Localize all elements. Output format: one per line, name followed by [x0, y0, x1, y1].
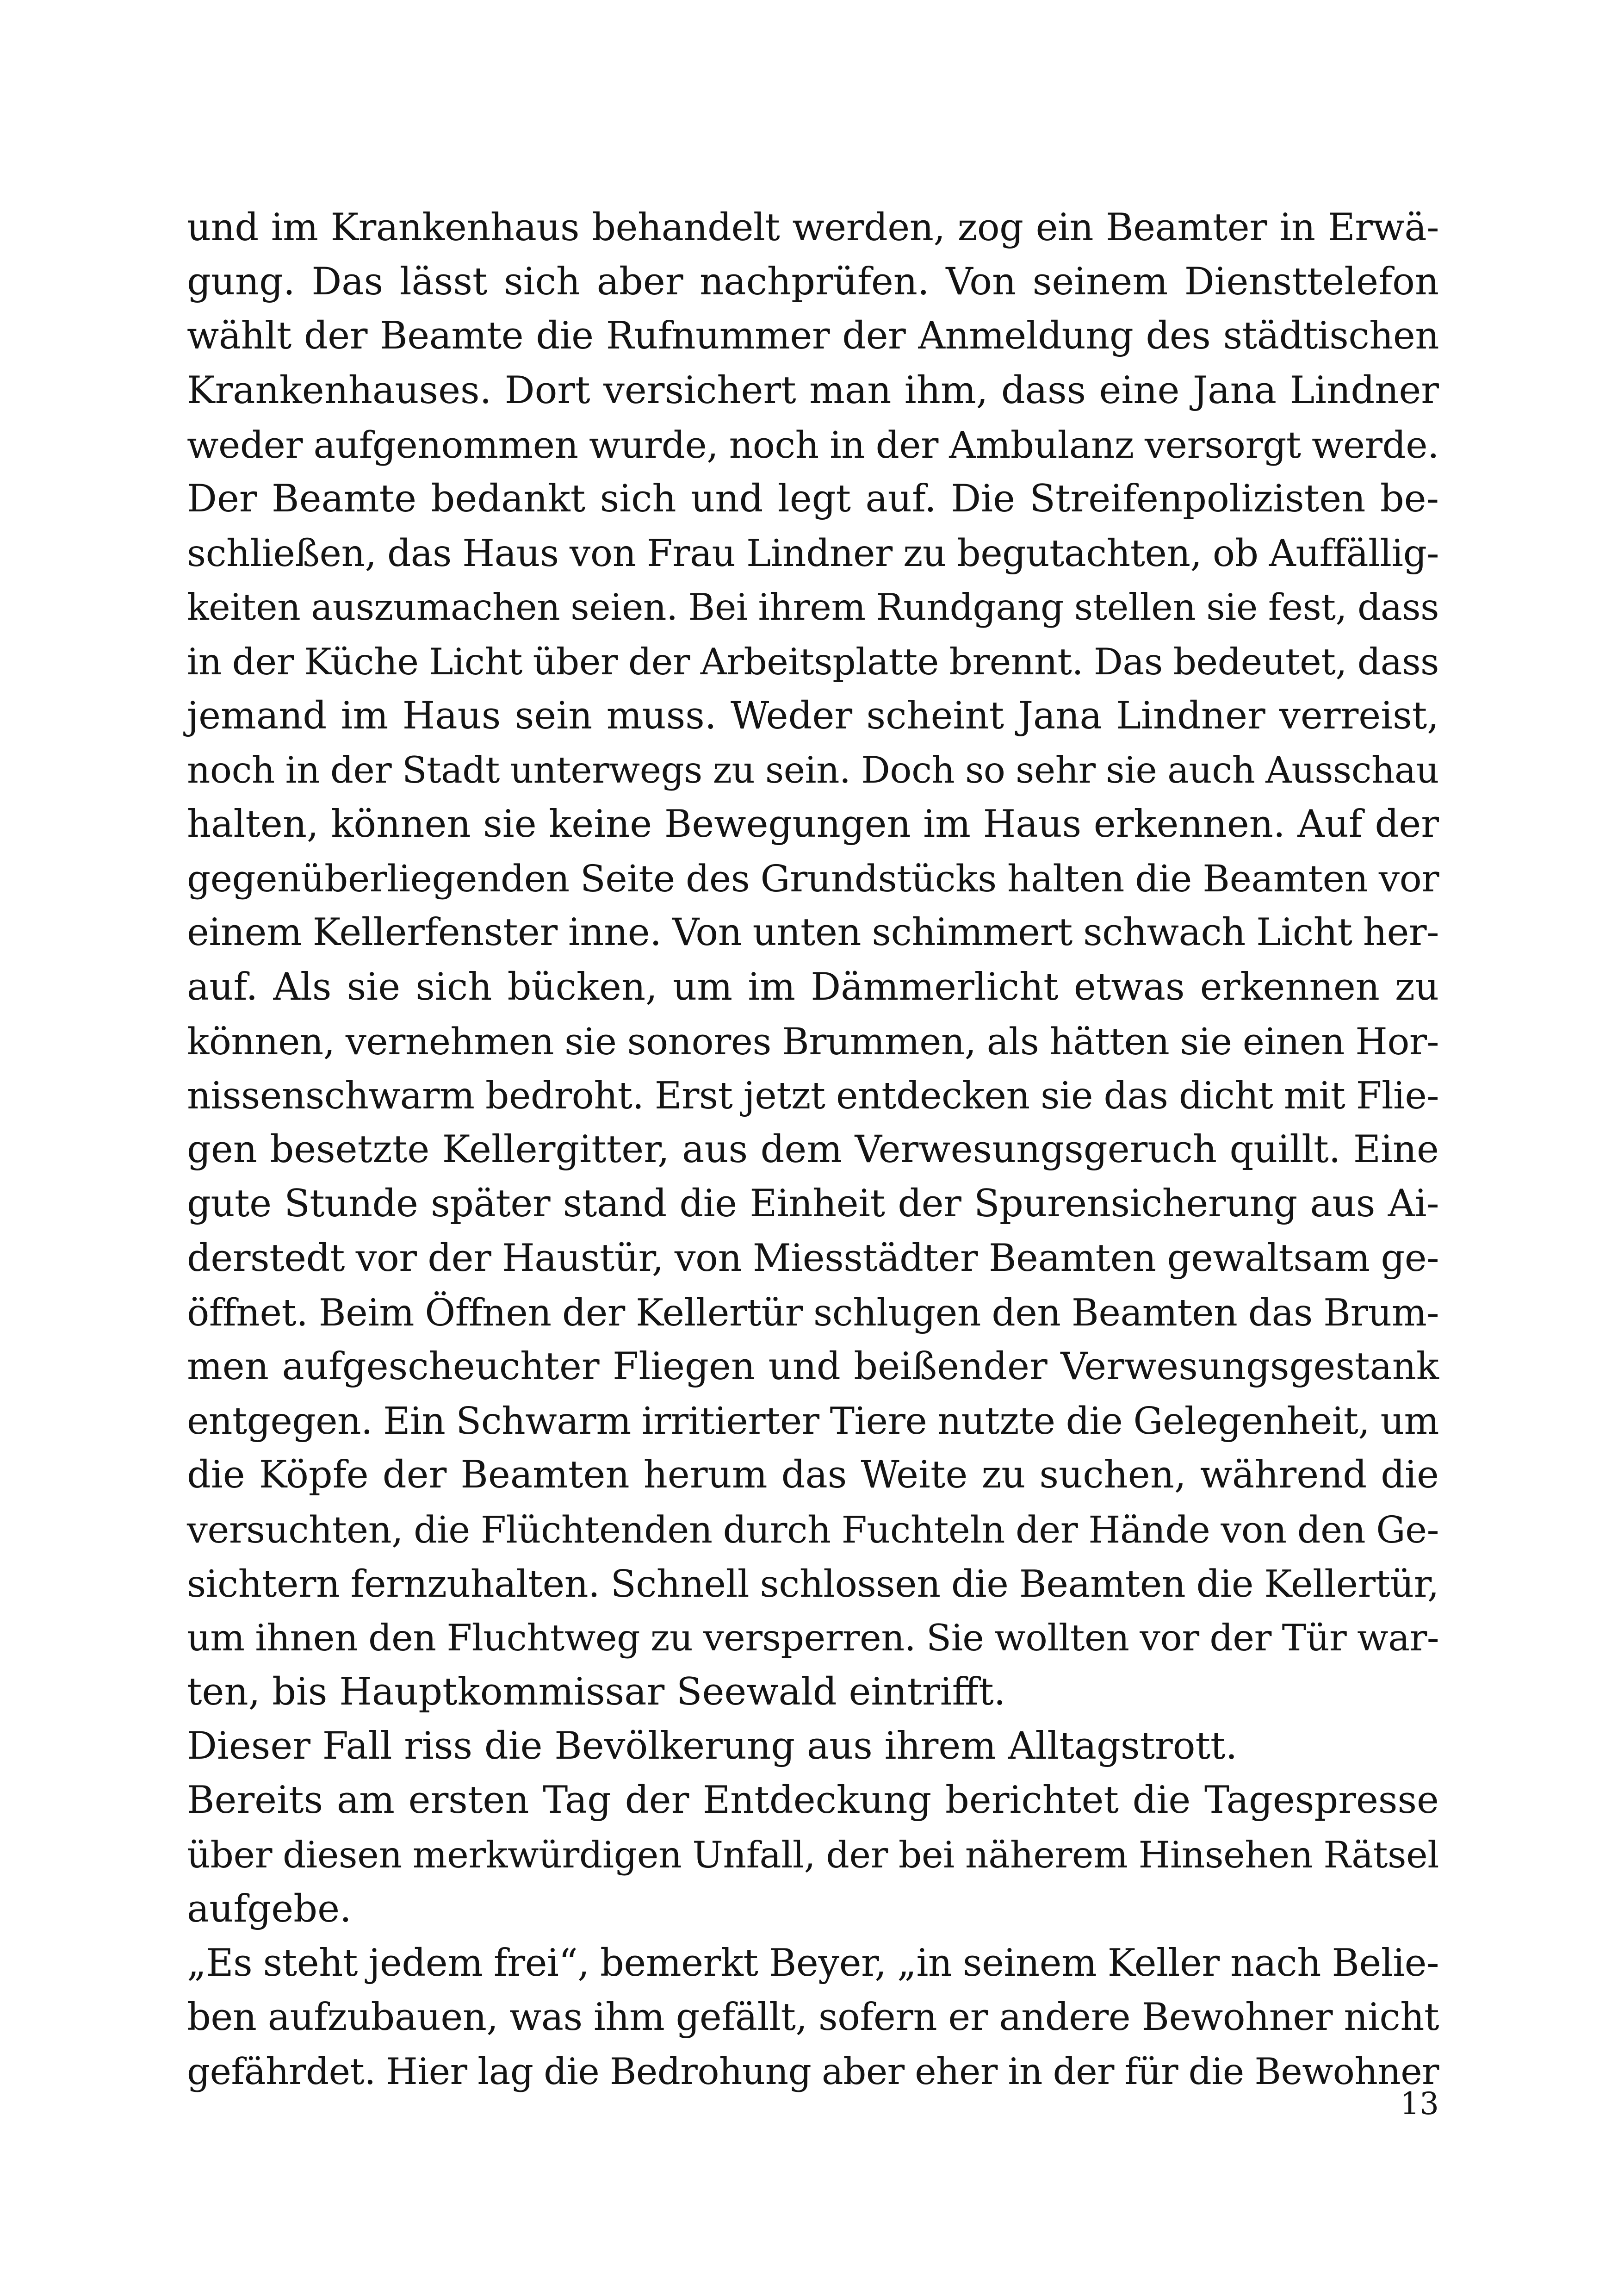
text-line: auf. Als sie sich bücken, um im Dämmerlicht etwas erkennen zu [187, 965, 1439, 1009]
text-line: gefährdet. Hier lag die Bedrohung aber eher in der für die Bewohner [187, 2051, 1439, 2093]
text-line: Der Beamte bedankt sich und legt auf. Die Streifenpolizisten be- [187, 477, 1439, 521]
text-line: versuchten, die Flüchtenden durch Fuchteln der Hände von den Ge- [187, 1508, 1439, 1551]
text-line: um ihnen den Fluchtweg zu versperren. Sie wollten vor der Tür war- [187, 1616, 1439, 1659]
text-line: men aufgescheuchter Fliegen und beißender Verwesungsgestank [187, 1344, 1439, 1388]
text-line: nissenschwarm bedroht. Erst jetzt entdecken sie das dicht mit Flie- [187, 1074, 1439, 1117]
text-line: entgegen. Ein Schwarm irritierter Tiere nutzte die Gelegenheit, um [187, 1400, 1439, 1443]
text-line: aufgebe. [187, 1887, 352, 1931]
text-line: „Es steht jedem frei“, bemerkt Beyer, „in seinem Keller nach Belie- [187, 1941, 1439, 1985]
text-line: derstedt vor der Haustür, von Miesstädter Beamten gewaltsam ge- [187, 1236, 1439, 1280]
text-line: sichtern fernzuhalten. Schnell schlossen die Beamten die Kellertür, [187, 1562, 1439, 1605]
text-line: weder aufgenommen wurde, noch in der Ambulanz versorgt werde. [187, 423, 1439, 467]
body-text [187, 201, 1439, 2099]
text-line: gute Stunde später stand die Einheit der Spurensicherung aus Ai- [187, 1182, 1439, 1226]
text-line: jemand im Haus sein muss. Weder scheint Jana Lindner verreist, [187, 694, 1439, 738]
text-line: gen besetzte Kellergitter, aus dem Verwesungsgeruch quillt. Eine [187, 1128, 1439, 1172]
text-line: können, vernehmen sie sonores Brummen, als hätten sie einen Hor- [187, 1020, 1439, 1063]
text-line: wählt der Beamte die Rufnummer der Anmeldung des städtischen [187, 314, 1439, 358]
text-line: einem Kellerfenster inne. Von unten schimmert schwach Licht her- [187, 911, 1439, 955]
text-line: öffnet. Beim Öffnen der Kellertür schlugen den Beamten das Brum- [187, 1290, 1439, 1334]
page-number: 13 [1400, 2086, 1439, 2122]
text-line: Krankenhauses. Dort versichert man ihm, dass eine Jana Lindner [187, 368, 1439, 412]
text-line: ten, bis Hauptkommissar Seewald eintrifft. [187, 1670, 1006, 1714]
text-line: ben aufzubauen, was ihm gefällt, sofern er andere Bewohner nicht [187, 1996, 1439, 2040]
text-line: Dieser Fall riss die Bevölkerung aus ihrem Alltagstrott. [187, 1724, 1238, 1768]
text-line: und im Krankenhaus behandelt werden, zog ein Beamter in Erwä- [187, 206, 1439, 249]
text-line: keiten auszumachen seien. Bei ihrem Rundgang stellen sie fest, dass [187, 586, 1439, 629]
text-line: gung. Das lässt sich aber nachprüfen. Von seinem Diensttelefon [187, 260, 1439, 304]
text-line: in der Küche Licht über der Arbeitsplatte brennt. Das bedeutet, dass [187, 640, 1439, 683]
text-line: über diesen merkwürdigen Unfall, der bei näherem Hinsehen Rätsel [187, 1833, 1439, 1876]
text-line: Bereits am ersten Tag der Entdeckung berichtet die Tagespresse [187, 1779, 1439, 1823]
text-line: halten, können sie keine Bewegungen im Haus erkennen. Auf der [187, 803, 1439, 846]
text-line: die Köpfe der Beamten herum das Weite zu suchen, während die [187, 1453, 1439, 1497]
text-line: noch in der Stadt unterwegs zu sein. Doch so sehr sie auch Ausschau [187, 749, 1439, 791]
text-line: schließen, das Haus von Frau Lindner zu begutachten, ob Auffällig- [187, 532, 1439, 575]
text-line: gegenüberliegenden Seite des Grundstücks halten die Beamten vor [187, 857, 1439, 901]
